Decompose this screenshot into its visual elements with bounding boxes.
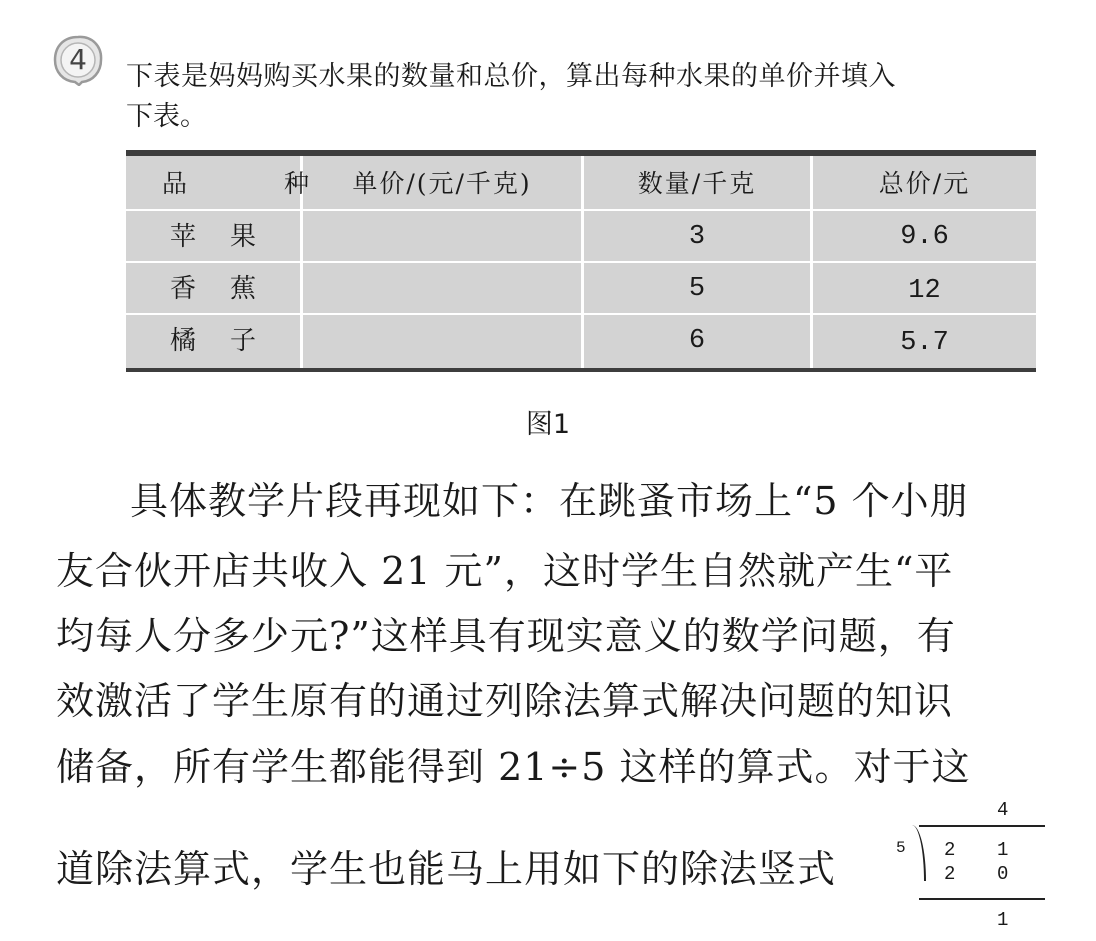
exercise-text-line-1: 下表是妈妈购买水果的数量和总价，算出每种水果的单价并填入 (126, 61, 896, 92)
row-orange-total: 5.7 (900, 328, 949, 358)
row-banana-name: 香蕉 (169, 274, 290, 304)
header-quantity: 数量/千克 (637, 169, 757, 198)
row-banana-total: 12 (908, 276, 941, 306)
row-orange-name: 橘子 (169, 326, 290, 356)
long-division-dividend-ones: 1 (997, 839, 1009, 861)
long-division-remainder: 1 (997, 909, 1009, 931)
row-apple-unit-price[interactable] (303, 211, 581, 263)
row-banana-quantity: 5 (688, 274, 706, 304)
long-division-bar (919, 825, 1045, 827)
long-division (890, 795, 1050, 941)
long-division-product-ones: 0 (997, 863, 1009, 885)
paragraph-line-6: 道除法算式，学生也能马上用如下的除法竖式 (56, 847, 837, 891)
figure-caption: 图1 (525, 409, 571, 440)
row-apple-quantity: 3 (688, 222, 706, 252)
row-banana-unit-price[interactable] (303, 263, 581, 315)
long-division-quotient: 4 (997, 799, 1009, 821)
long-division-product-tens: 2 (944, 863, 956, 885)
long-division-bracket (910, 825, 926, 881)
paragraph-line-2: 友合伙开店共收入 21 元”，这时学生自然就产生“平 (56, 549, 954, 593)
long-division-divisor: 5 (896, 839, 906, 857)
exercise-number: 4 (69, 43, 87, 76)
header-unit-price: 单价/(元/千克) (352, 169, 532, 198)
paragraph-line-3: 均每人分多少元?”这样具有现实意义的数学问题，有 (56, 614, 956, 658)
header-variety: 品 种 (162, 169, 346, 198)
row-apple-total: 9.6 (900, 222, 949, 252)
long-division-subtraction-rule (919, 898, 1045, 900)
row-apple-name: 苹果 (169, 222, 290, 252)
row-orange-unit-price[interactable] (303, 315, 581, 367)
paragraph-line-1: 具体教学片段再现如下：在跳蚤市场上“5 个小朋 (130, 479, 969, 523)
exercise-number-badge (52, 34, 104, 86)
fruit-price-table (126, 150, 1036, 372)
row-orange-quantity: 6 (688, 326, 706, 356)
paragraph-line-4: 效激活了学生原有的通过列除法算式解决问题的知识 (56, 679, 954, 723)
header-total: 总价/元 (878, 169, 971, 198)
paragraph-line-5: 储备，所有学生都能得到 21÷5 这样的算式。对于这 (56, 745, 971, 789)
exercise-text-line-2: 下表。 (126, 101, 207, 132)
long-division-dividend-tens: 2 (944, 839, 956, 861)
